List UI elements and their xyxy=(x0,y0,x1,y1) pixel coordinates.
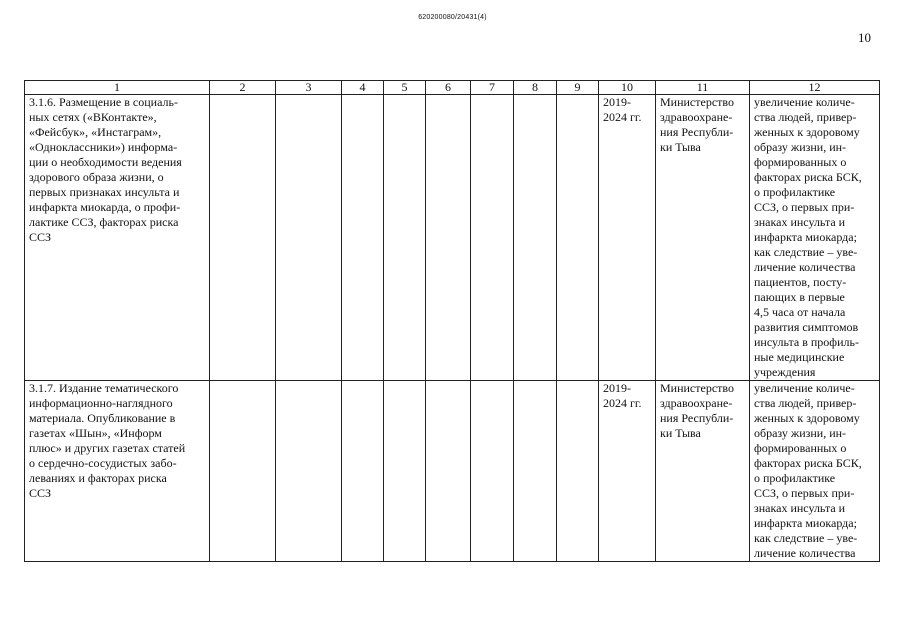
table-cell xyxy=(384,381,426,562)
table-cell xyxy=(384,95,426,381)
measure-description: 3.1.6. Размещение в социаль- ных сетях («ВКонтакте», «Фейсбук», «Инстаграм», «Одноклассники») информа- ции о необходимости ведения здорового образа жизни, о первых признаках инсульта и инфаркта миокарда, о профи- лактике ССЗ, факторах риска ССЗ xyxy=(25,95,210,381)
responsible-cell: Министерство здравоохране- ния Республи- ки Тыва xyxy=(656,381,750,562)
column-header: 3 xyxy=(276,81,342,95)
table-row xyxy=(25,381,880,562)
column-header: 5 xyxy=(384,81,426,95)
column-header: 1 xyxy=(25,81,210,95)
column-header: 6 xyxy=(426,81,471,95)
table-cell xyxy=(471,95,514,381)
measure-description: 3.1.7. Издание тематического информационно-наглядного материала. Опубликование в газетах «Шын», «Информ плюс» и других газетах статей о сердечно-сосудистых забо- леваниях и факторах риска ССЗ xyxy=(25,381,210,562)
table-cell xyxy=(210,95,276,381)
table-cell xyxy=(514,381,557,562)
result-cell: увеличение количе- ства людей, привер- женных к здоровому образу жизни, ин- формированных о факторах риска БСК, о профилактике ССЗ, о первых при- знаках инсульта и инфаркта миокарда; как следствие – уве- личение количества xyxy=(750,381,880,562)
table-row xyxy=(25,95,880,381)
table-cell xyxy=(426,381,471,562)
column-header: 4 xyxy=(342,81,384,95)
column-header: 11 xyxy=(656,81,750,95)
column-header: 10 xyxy=(599,81,656,95)
table-cell xyxy=(342,95,384,381)
result-cell: увеличение количе- ства людей, привер- женных к здоровому образу жизни, ин- формированных о факторах риска БСК, о профилактике ССЗ, о первых при- знаках инсульта и инфаркта миокарда; как следствие – уве- личение количества пациентов, посту- пающих в первые 4,5 часа от начала развития симптомов инсульта в профиль- ные медицинские учреждения xyxy=(750,95,880,381)
measures-table xyxy=(24,80,880,562)
table-cell xyxy=(514,95,557,381)
page-number: 10 xyxy=(858,30,871,45)
table-cell xyxy=(276,381,342,562)
table-cell xyxy=(276,95,342,381)
table-cell xyxy=(557,381,599,562)
table-cell xyxy=(426,95,471,381)
table-cell xyxy=(557,95,599,381)
column-header: 12 xyxy=(750,81,880,95)
table-cell xyxy=(471,381,514,562)
document-id: 620200080/20431(4) xyxy=(418,14,487,21)
column-header: 7 xyxy=(471,81,514,95)
table-header-row xyxy=(25,81,880,95)
column-header: 2 xyxy=(210,81,276,95)
responsible-cell: Министерство здравоохране- ния Республи- ки Тыва xyxy=(656,95,750,381)
column-header: 9 xyxy=(557,81,599,95)
term-cell: 2019- 2024 гг. xyxy=(599,95,656,381)
term-cell: 2019- 2024 гг. xyxy=(599,381,656,562)
column-header: 8 xyxy=(514,81,557,95)
table-cell xyxy=(342,381,384,562)
table-cell xyxy=(210,381,276,562)
